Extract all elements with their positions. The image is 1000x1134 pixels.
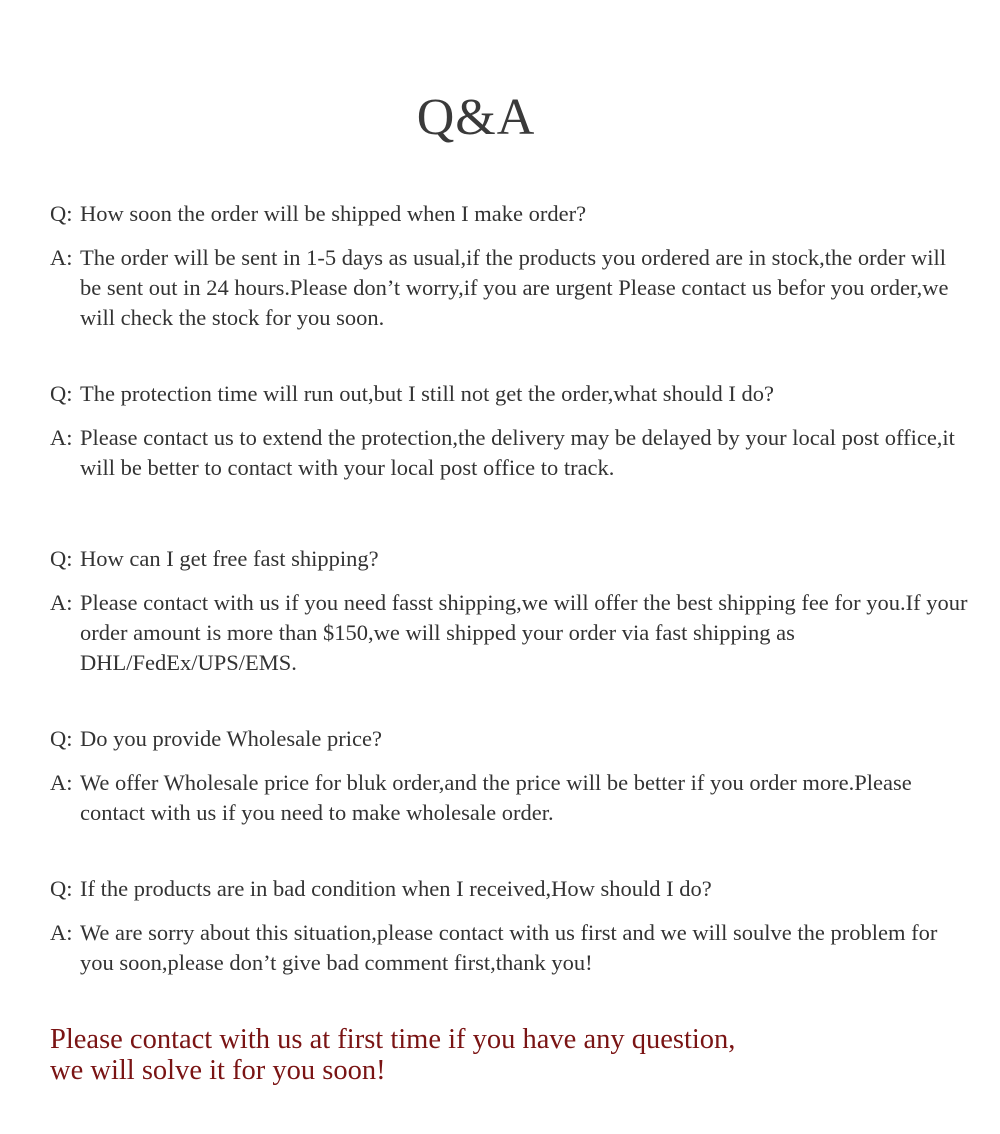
answer: [50, 423, 970, 483]
question: [50, 379, 970, 409]
question-text: How soon the order will be shipped when I make order?: [80, 201, 587, 226]
question-text: The protection time will run out,but I still not get the order,what should I do?: [80, 381, 774, 406]
answer-prefix: A:: [50, 425, 73, 450]
question-text: How can I get free fast shipping?: [80, 546, 379, 571]
answer-text: We are sorry about this situation,please contact with us first and we will soulve the problem for you soon,please don’t give bad comment first,thank you!: [80, 920, 938, 975]
answer-prefix: A:: [50, 920, 73, 945]
question: [50, 199, 970, 229]
contact-notice-line-1: Please contact with us at first time if you have any question,: [50, 1024, 736, 1055]
question: [50, 724, 970, 754]
answer-prefix: A:: [50, 770, 73, 795]
question-prefix: Q:: [50, 726, 73, 751]
question: [50, 544, 970, 574]
answer: [50, 918, 970, 978]
answer-prefix: A:: [50, 245, 73, 270]
qa-item-bad-condition: [50, 874, 970, 978]
answer: [50, 243, 970, 333]
qa-item-protection-time: [50, 379, 970, 483]
question: [50, 874, 970, 904]
question-prefix: Q:: [50, 546, 73, 571]
question-text: Do you provide Wholesale price?: [80, 726, 382, 751]
question-prefix: Q:: [50, 201, 73, 226]
question-text: If the products are in bad condition when I received,How should I do?: [80, 876, 712, 901]
qa-item-wholesale: [50, 724, 970, 828]
contact-notice-line-2: we will solve it for you soon!: [50, 1055, 386, 1086]
answer-text: We offer Wholesale price for bluk order,and the price will be better if you order more.Please contact with us if you need to make wholesale order.: [80, 770, 912, 825]
answer: [50, 768, 970, 828]
question-prefix: Q:: [50, 876, 73, 901]
question-prefix: Q:: [50, 381, 73, 406]
qa-item-shipping-time: [50, 199, 970, 333]
answer-text: Please contact with us if you need fasst shipping,we will offer the best shipping fee for you.If your order amount is more than $150,we will shipped your order via fast shipping as DHL/FedEx/UPS/EMS.: [80, 590, 968, 675]
page-title: Q&A: [416, 89, 536, 146]
answer-text: Please contact us to extend the protection,the delivery may be delayed by your local post office,it will be better to contact with your local post office to track.: [80, 425, 955, 480]
contact-notice: [50, 1024, 950, 1086]
answer-text: The order will be sent in 1-5 days as usual,if the products you ordered are in stock,the order will be sent out in 24 hours.Please don’t worry,if you are urgent Please contact us befor you order,we will check the stock for you soon.: [80, 245, 949, 330]
qa-item-free-shipping: [50, 544, 970, 678]
answer: [50, 588, 970, 678]
answer-prefix: A:: [50, 590, 73, 615]
